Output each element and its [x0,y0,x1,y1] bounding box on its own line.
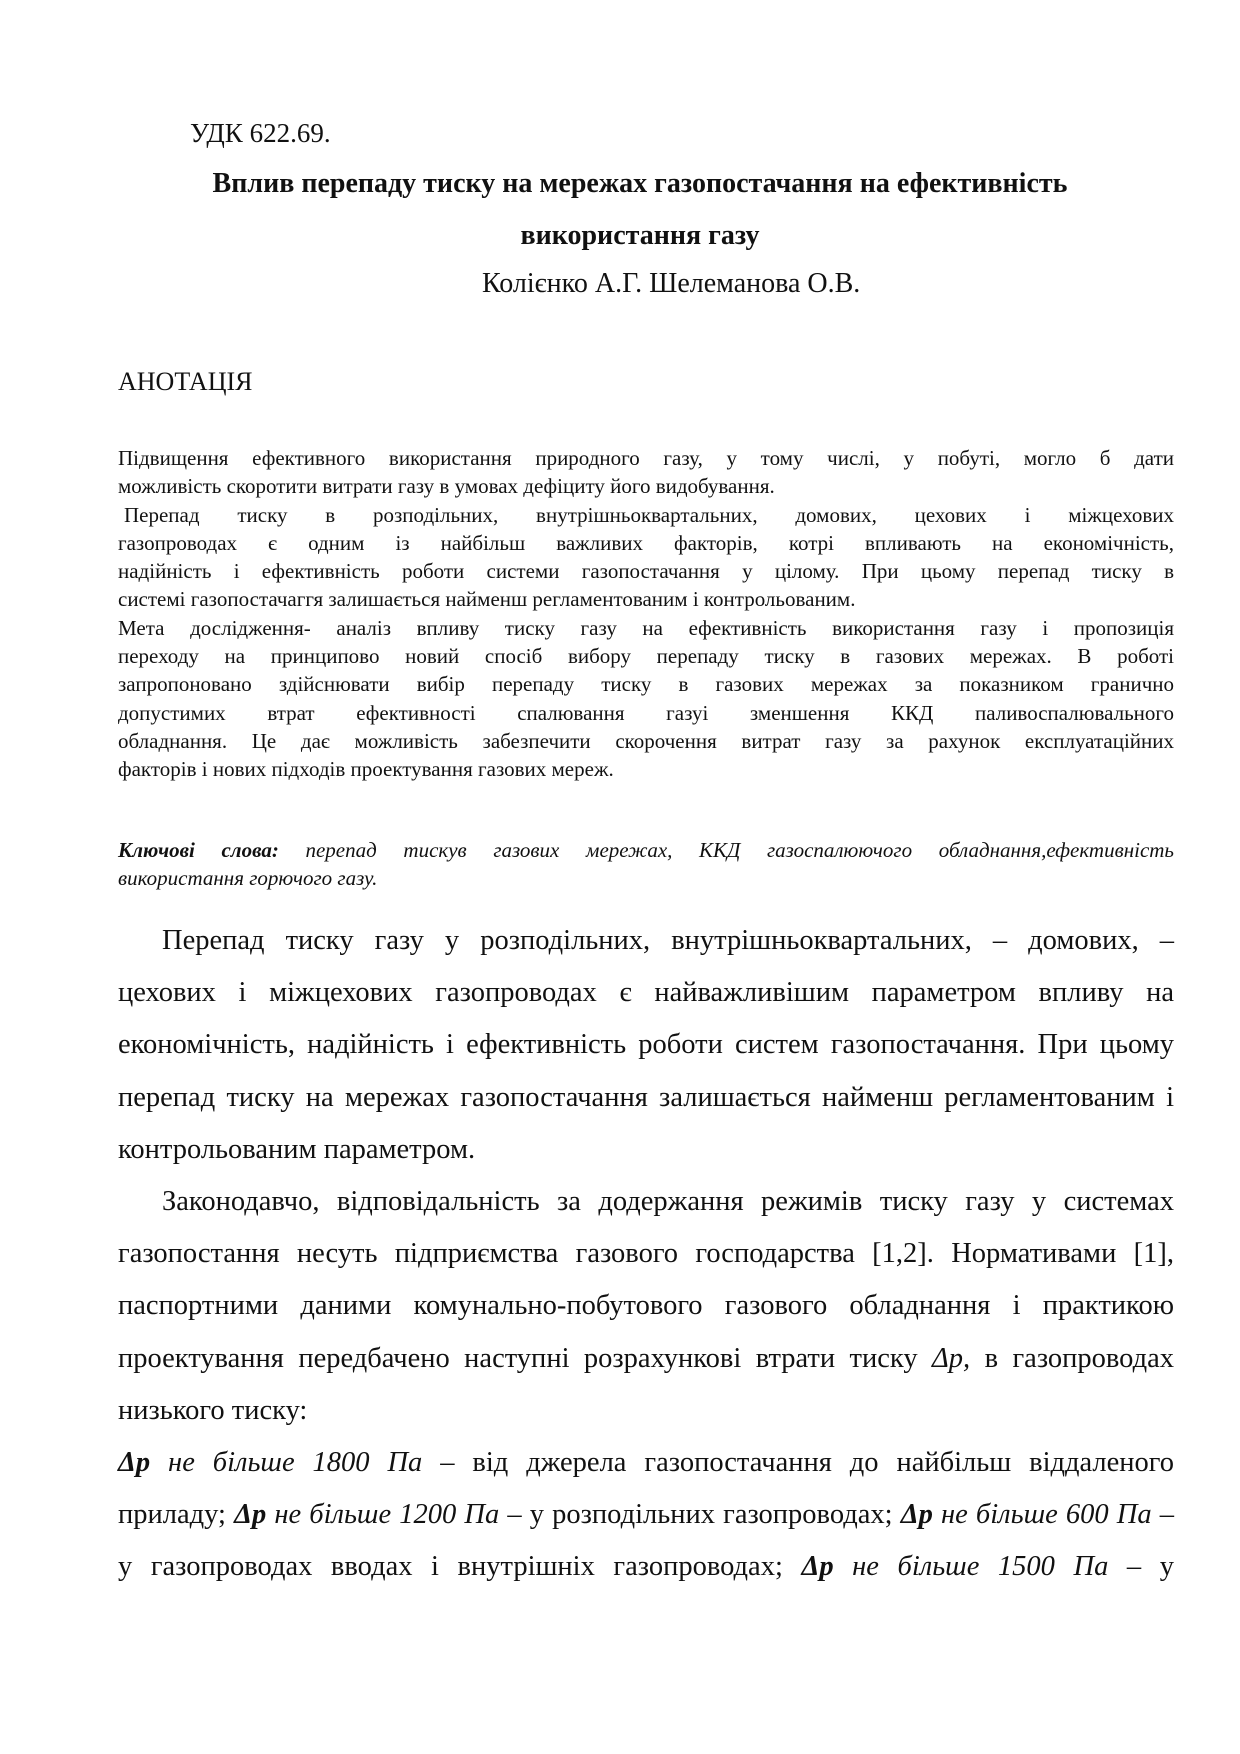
annotation-line: можливість скоротити витрати газу в умовах дефіциту його видобування. [118,474,775,499]
annotation-line: надійність і ефективність роботи системи газопостачання у цілому. При цьому перепад тиску в [118,559,1174,584]
delta-p-symbol: Δр [900,1499,933,1531]
norm-line: у газопроводах вводах і внутрішніх газопроводах; Δр не більше 1500 Па – у [118,1551,1175,1583]
body-line: проектування передбачено наступні розрахункові втрати тиску Δр, в газопроводах [118,1342,1175,1374]
udk-code: УДК 622.69. [190,118,331,148]
annotation-line: Перепад тиску в розподільних, внутрішньоквартальних, домових, цехових і міжцехових [124,502,1174,527]
body-line: контрольованим параметром. [118,1133,476,1165]
norm-line: Δр не більше 1800 Па – від джерела газопостачання до найбільш віддаленого [118,1447,1174,1479]
annotation-line: обладнання. Це дає можливість забезпечити скорочення витрат газу за рахунок експлуатаційних [118,728,1174,753]
delta-p-symbol: Δр [118,1447,151,1479]
keywords-text-line-2: використання горючого газу. [118,866,378,891]
norm-line: приладу; Δр не більше 1200 Па – у розподільних газопроводах; Δр не більше 600 Па – [118,1499,1175,1531]
body-line: газопостання несуть підприємства газового господарства [1,2]. Нормативами [1], [118,1238,1174,1270]
annotation-line: переходу на принципово новий спосіб вибору перепаду тиску в газових мережах. В роботі [118,644,1174,669]
body-line: перепад тиску на мережах газопостачання залишається найменш регламентованим і [118,1081,1174,1113]
delta-p-symbol: Δр, [932,1342,971,1374]
annotation-line: запропоновано здійснювати вибір перепаду тиску в газових мережах за показником гранично [118,672,1174,697]
body-line: економічність, надійність і ефективність роботи систем газопостачання. При цьому [118,1029,1174,1061]
body-line: Перепад тиску газу у розподільних, внутрішньоквартальних, – домових, – [162,925,1174,956]
authors: Колієнко А.Г. Шелеманова О.В. [482,268,861,299]
keywords-label: Ключові слова: [118,838,279,862]
body-line: низького тиску: [118,1394,308,1426]
annotation-text [118,444,1174,784]
annotation-line: Мета дослідження- аналіз впливу тиску газу на ефективність використання газу і пропозиція [118,615,1174,640]
paper-title-line-1: Вплив перепаду тиску на мережах газопостачання на ефективність [212,168,1068,199]
delta-p-symbol: Δр [234,1499,267,1531]
annotation-heading: АНОТАЦІЯ [118,367,253,396]
delta-p-symbol: Δр [801,1551,834,1583]
annotation-line: газопроводах є одним із найбільш важливих факторів, котрі впливають на економічність, [118,530,1174,555]
body-text [118,915,1174,1594]
annotation-line: Підвищення ефективного використання природного газу, у тому числі, у побуті, могло б дати [118,446,1174,470]
body-line: цехових і міжцехових газопроводах є найважливішим параметром впливу на [118,977,1174,1009]
body-line: паспортними даними комунально-побутового газового обладнання і практикою [118,1290,1174,1322]
keywords-text: перепад тискув газових мережах, ККД газоспалюючого обладнання,ефективність [305,838,1174,862]
annotation-line: системі газопостачаггя залишається найменш регламентованим і контрольованим. [118,587,856,612]
paper-title-line-2: використання газу [520,220,760,251]
body-line: Законодавчо, відповідальність за додержання режимів тиску газу у системах [162,1186,1174,1218]
keywords [118,836,1174,893]
annotation-line: допустимих втрат ефективності спалювання газуі зменшення ККД паливоспалювального [118,700,1174,725]
annotation-line: факторів і нових підходів проектування газових мереж. [118,757,614,782]
